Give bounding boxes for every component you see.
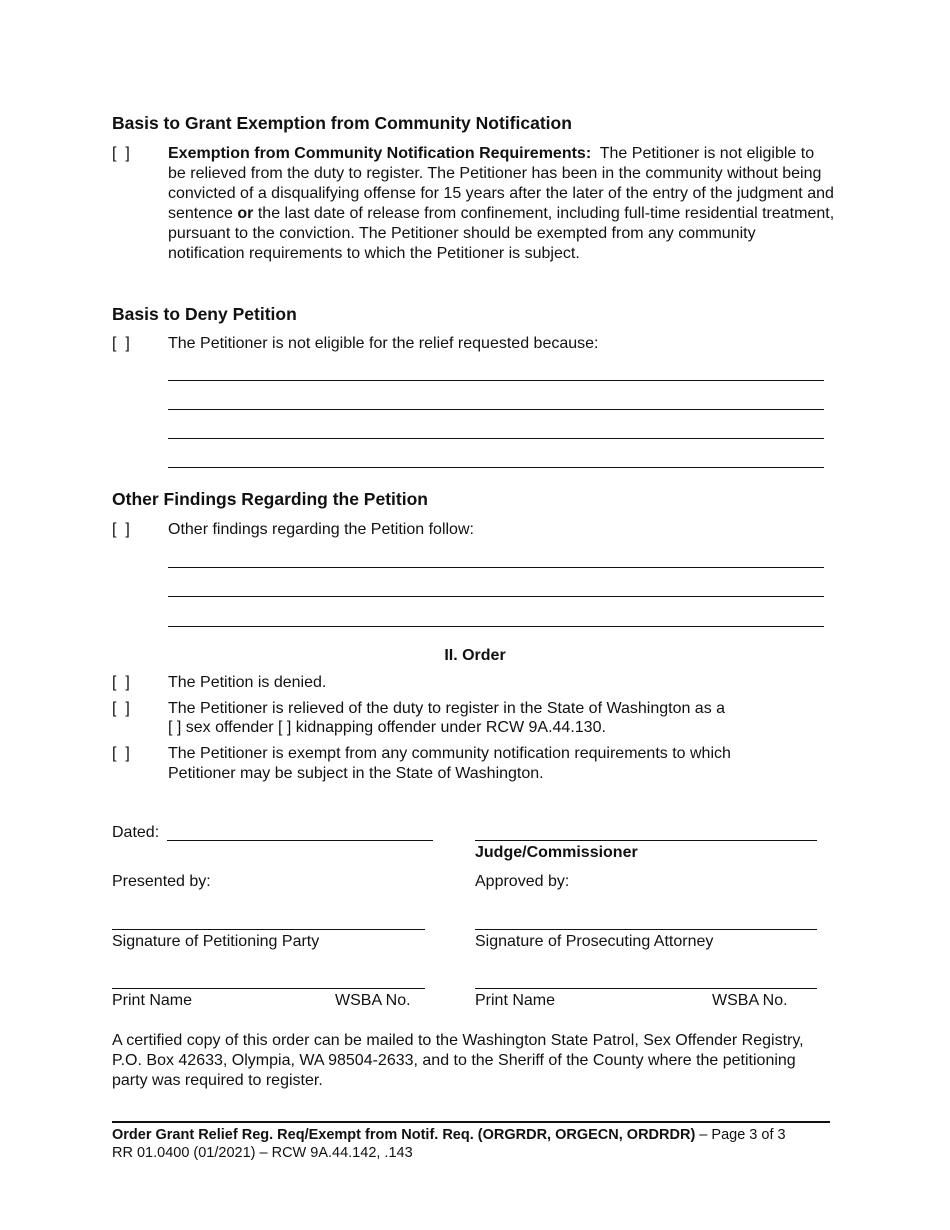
order-item-relieved-1: The Petitioner is relieved of the duty to register in the State of Washington as a	[168, 700, 726, 717]
deny-write-line-1[interactable]	[168, 380, 824, 381]
checkbox-other[interactable]: [ ]	[112, 521, 130, 538]
prosecutor-signature-line[interactable]	[475, 929, 817, 930]
presented-by-label: Presented by:	[112, 873, 211, 890]
checkbox-order-denied[interactable]: [ ]	[112, 674, 130, 691]
judge-signature-line[interactable]	[475, 840, 817, 841]
approved-by-label: Approved by:	[475, 873, 570, 890]
deny-write-line-2[interactable]	[168, 409, 824, 410]
order-item-exempt-2: Petitioner may be subject in the State of Washington.	[168, 765, 544, 782]
prosecutor-wsba-label: WSBA No.	[712, 992, 788, 1009]
exemption-or: or	[237, 205, 254, 222]
petitioner-signature-label: Signature of Petitioning Party	[112, 933, 320, 950]
section-heading-other: Other Findings Regarding the Petition	[112, 489, 428, 509]
order-item-exempt-1: The Petitioner is exempt from any community notification requirements to which	[168, 745, 731, 762]
order-title: II. Order	[444, 647, 506, 664]
footer-divider	[112, 1121, 830, 1123]
dated-label: Dated:	[112, 824, 160, 841]
order-item-denied: The Petition is denied.	[168, 674, 327, 691]
other-text: Other findings regarding the Petition follow:	[168, 521, 474, 538]
checkbox-deny[interactable]: [ ]	[112, 335, 130, 352]
section-heading-exemption: Basis to Grant Exemption from Community Notification	[112, 113, 572, 133]
exemption-lead: Exemption from Community Notification Requirements:	[168, 145, 592, 162]
judge-label: Judge/Commissioner	[475, 844, 638, 861]
section-heading-deny: Basis to Deny Petition	[112, 304, 297, 324]
checkbox-order-relieved[interactable]: [ ]	[112, 700, 130, 717]
petitioner-print-line[interactable]	[112, 988, 425, 989]
prosecutor-print-line[interactable]	[475, 988, 817, 989]
dated-line[interactable]	[167, 840, 433, 841]
deny-text: The Petitioner is not eligible for the relief requested because:	[168, 335, 599, 352]
order-item-relieved-2: [ ] sex offender [ ] kidnapping offender under RCW 9A.44.130.	[168, 719, 606, 736]
footer-form-title: Order Grant Relief Reg. Req/Exempt from Notif. Req. (ORGRDR, ORGECN, ORDRDR)	[112, 1127, 696, 1143]
other-write-line-3[interactable]	[168, 626, 824, 627]
exemption-text-1: The Petitioner is not eligible to be relieved from the duty to register. The Petitioner has been in the community without being convicted of a disqualifying offense for 15 years after the later of the entry of the judgment and sentence	[168, 145, 834, 222]
prosecutor-signature-label: Signature of Prosecuting Attorney	[475, 933, 714, 950]
exemption-text-2: the last date of release from confinement, including full-time residential treatment, pursuant to the conviction. The Petitioner should be exempted from any community notification requirements to which the Petitioner is subject.	[168, 205, 835, 262]
deny-write-line-4[interactable]	[168, 467, 824, 468]
petitioner-wsba-label: WSBA No.	[335, 992, 411, 1009]
other-write-line-2[interactable]	[168, 596, 824, 597]
checkbox-exemption[interactable]: [ ]	[112, 145, 130, 162]
petitioner-signature-line[interactable]	[112, 929, 425, 930]
prosecutor-print-name-label: Print Name	[475, 992, 556, 1009]
petitioner-print-name-label: Print Name	[112, 992, 193, 1009]
deny-write-line-3[interactable]	[168, 438, 824, 439]
footer-page-info: – Page 3 of 3	[695, 1127, 786, 1143]
footer-form-code: RR 01.0400 (01/2021) – RCW 9A.44.142, .143	[112, 1145, 413, 1161]
mailing-notice: A certified copy of this order can be mailed to the Washington State Patrol, Sex Offender Registry, P.O. Box 42633, Olympia, WA 98504-2633, and to the Sheriff of the County where the petitioning party was required to register.	[112, 1032, 804, 1089]
footer-title-row	[112, 1127, 786, 1143]
exemption-paragraph	[168, 144, 836, 264]
checkbox-order-exempt[interactable]: [ ]	[112, 745, 130, 762]
other-write-line-1[interactable]	[168, 567, 824, 568]
